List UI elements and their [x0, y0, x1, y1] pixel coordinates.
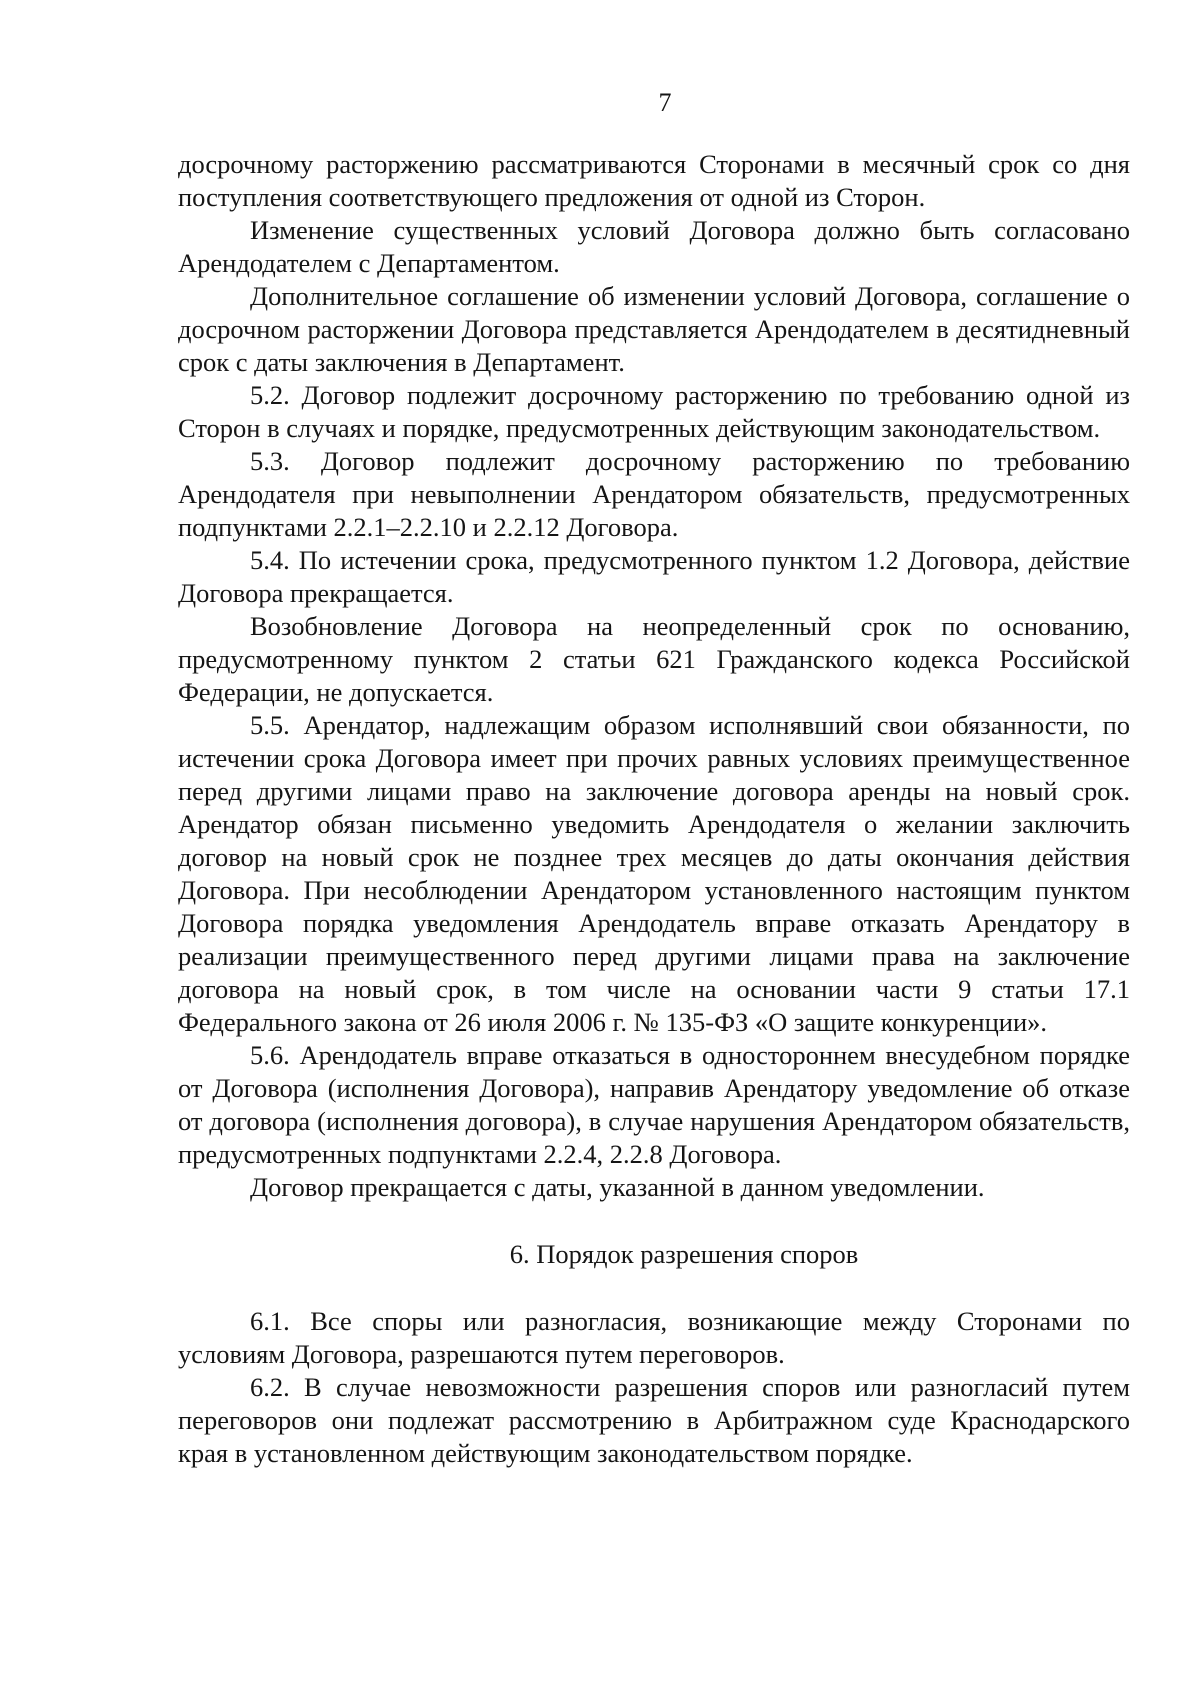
- clause-6-1: 6.1. Все споры или разногласия, возникающие между Сторонами по условиям Договора, разрешаются путем переговоров.: [178, 1306, 1130, 1369]
- clause-5-5: 5.5. Арендатор, надлежащим образом исполнявший свои обязанности, по истечении срока Договора имеет при прочих равных условиях преимущественное перед другими лицами право на заключение договора аренды на новый срок. Арендатор обязан письменно уведомить Арендодателя о желании заключить договор на новый срок не позднее трех месяцев до даты окончания действия Договора. При несоблюдении Арендатором установленного настоящим пунктом Договора порядка уведомления Арендодатель вправе отказать Арендатору в реализации преимущественного перед другими лицами права на заключение договора на новый срок, в том числе на основании части 9 статьи 17.1 Федерального закона от 26 июля 2006 г. № 135-ФЗ «О защите конкуренции».: [178, 710, 1130, 1037]
- clause-5-4: 5.4. По истечении срока, предусмотренного пунктом 1.2 Договора, действие Договора прекращается.: [178, 545, 1130, 608]
- paragraph-material-terms-change: Изменение существенных условий Договора должно быть согласовано Арендодателем с Департаментом.: [178, 215, 1130, 278]
- clause-5-6: 5.6. Арендодатель вправе отказаться в одностороннем внесудебном порядке от Договора (исполнения Договора), направив Арендатору уведомление об отказе от договора (исполнения договора), в случае нарушения Арендатором обязательств, предусмотренных подпунктами 2.2.4, 2.2.8 Договора.: [178, 1040, 1130, 1169]
- clause-6-2: 6.2. В случае невозможности разрешения споров или разногласий путем переговоров они подлежат рассмотрению в Арбитражном суде Краснодарского края в установленном действующим законодательством порядке.: [178, 1372, 1130, 1468]
- clause-5-2: 5.2. Договор подлежит досрочному расторжению по требованию одной из Сторон в случаях и порядке, предусмотренных действующим законодательством.: [178, 380, 1130, 443]
- document-body: [178, 148, 1130, 1470]
- clause-5-3: 5.3. Договор подлежит досрочному расторжению по требованию Арендодателя при невыполнении Арендатором обязательств, предусмотренных подпунктами 2.2.1–2.2.10 и 2.2.12 Договора.: [178, 446, 1130, 542]
- paragraph-continuation: досрочному расторжению рассматриваются Сторонами в месячный срок со дня поступления соответствующего предложения от одной из Сторон.: [178, 149, 1130, 212]
- paragraph-termination-date: Договор прекращается с даты, указанной в данном уведомлении.: [250, 1172, 985, 1202]
- paragraph-additional-agreement: Дополнительное соглашение об изменении условий Договора, соглашение о досрочном расторжении Договора представляется Арендодателем в десятидневный срок с даты заключения в Департамент.: [178, 281, 1130, 377]
- section-6-heading: 6. Порядок разрешения споров: [509, 1239, 859, 1269]
- page-number: 7: [658, 88, 672, 117]
- paragraph-renewal-not-allowed: Возобновление Договора на неопределенный срок по основанию, предусмотренному пунктом 2 статьи 621 Гражданского кодекса Российской Федерации, не допускается.: [178, 611, 1130, 707]
